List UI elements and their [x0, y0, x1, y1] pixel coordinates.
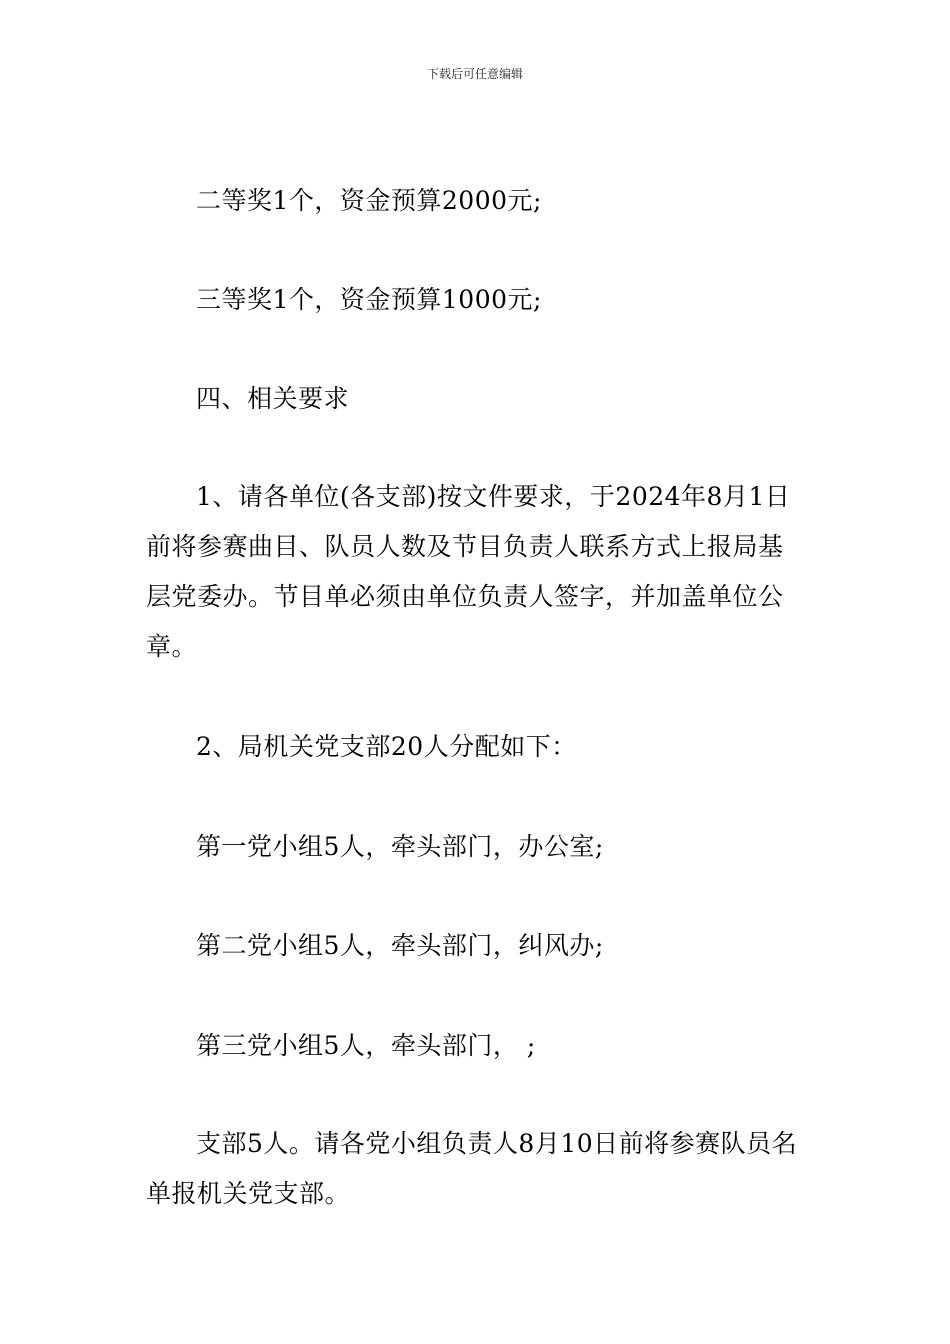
paragraph-second-prize: 二等奖1个，资金预算2000元;: [196, 186, 542, 215]
paragraph-requirement-2: 2、局机关党支部20人分配如下：: [196, 732, 577, 761]
paragraph-branch: 支部5人。请各党小组负责人8月10日前将参赛队员名单报机关党支部。: [146, 1129, 798, 1208]
paragraph-requirement-1: 1、请各单位(各支部)按文件要求，于2024年8月1日前将参赛曲目、队员人数及节目负责人联系方式上报局基层党委办。节目单必须由单位负责人签字，并加盖单位公章。: [146, 482, 791, 661]
page-header-note: 下载后可任意编辑: [426, 67, 523, 81]
paragraph-third-prize: 三等奖1个，资金预算1000元;: [196, 285, 542, 314]
paragraph-group-1: 第一党小组5人，牵头部门，办公室;: [196, 832, 604, 861]
paragraph-group-2: 第二党小组5人，牵头部门，纠风办;: [196, 931, 604, 960]
section-heading-requirements: 四、相关要求: [196, 384, 350, 413]
paragraph-group-3: 第三党小组5人，牵头部门， ;: [196, 1031, 536, 1060]
